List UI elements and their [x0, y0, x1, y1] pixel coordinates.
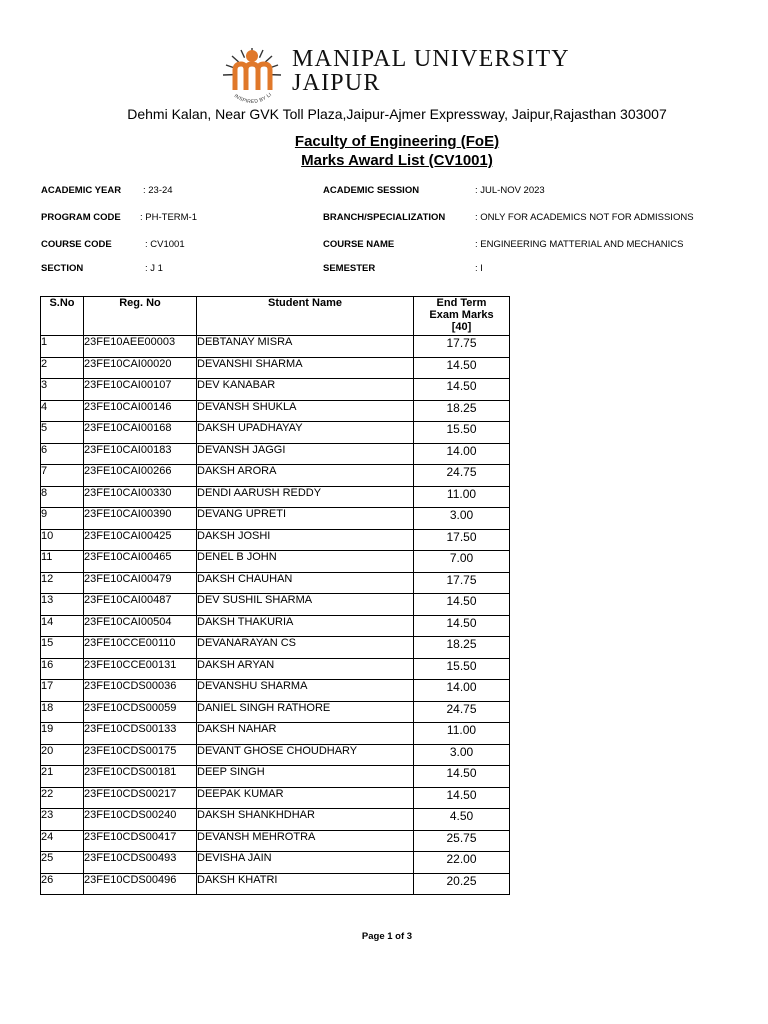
cell-mark: 20.25 [414, 873, 510, 895]
cell-student-name: DEVANSHI SHARMA [197, 357, 414, 379]
cell-mark: 22.00 [414, 852, 510, 874]
cell-mark: 14.50 [414, 766, 510, 788]
table-row [41, 594, 510, 616]
cell-sno: 1 [41, 336, 84, 358]
table-row [41, 508, 510, 530]
cell-student-name: DEBTANAY MISRA [197, 336, 414, 358]
cell-reg-no: 23FE10CAI00020 [84, 357, 197, 379]
cell-mark: 11.00 [414, 486, 510, 508]
cell-student-name: DEVANT GHOSE CHOUDHARY [197, 744, 414, 766]
table-row [41, 723, 510, 745]
cell-mark: 14.00 [414, 443, 510, 465]
cell-sno: 3 [41, 379, 84, 401]
semester-label: SEMESTER [323, 263, 376, 274]
faculty-title: Faculty of Engineering (FoE) [294, 133, 500, 150]
course-name-label: COURSE NAME [323, 239, 395, 250]
academic-session-value: : JUL-NOV 2023 [475, 185, 545, 196]
cell-sno: 15 [41, 637, 84, 659]
cell-reg-no: 23FE10CDS00493 [84, 852, 197, 874]
university-city: JAIPUR [292, 70, 381, 96]
cell-mark: 24.75 [414, 465, 510, 487]
cell-sno: 18 [41, 701, 84, 723]
cell-student-name: DEVANSH MEHROTRA [197, 830, 414, 852]
cell-sno: 5 [41, 422, 84, 444]
cell-reg-no: 23FE10CDS00036 [84, 680, 197, 702]
university-logo-icon [217, 44, 287, 108]
branch-value: : ONLY FOR ACADEMICS NOT FOR ADMISSIONS [475, 212, 694, 223]
cell-sno: 24 [41, 830, 84, 852]
table-header-row [41, 297, 510, 336]
cell-reg-no: 23FE10CAI00183 [84, 443, 197, 465]
cell-sno: 14 [41, 615, 84, 637]
cell-student-name: DEVANSHU SHARMA [197, 680, 414, 702]
cell-mark: 11.00 [414, 723, 510, 745]
course-name-value: : ENGINEERING MATTERIAL AND MECHANICS [475, 239, 684, 250]
table-row [41, 443, 510, 465]
cell-student-name: DANIEL SINGH RATHORE [197, 701, 414, 723]
table-row [41, 658, 510, 680]
cell-student-name: DEVISHA JAIN [197, 852, 414, 874]
marks-list-title: Marks Award List (CV1001) [301, 152, 493, 169]
cell-reg-no: 23FE10CDS00133 [84, 723, 197, 745]
cell-sno: 8 [41, 486, 84, 508]
cell-student-name: DAKSH UPADHAYAY [197, 422, 414, 444]
course-code-value: : CV1001 [145, 239, 185, 250]
cell-reg-no: 23FE10CDS00217 [84, 787, 197, 809]
cell-student-name: DAKSH THAKURIA [197, 615, 414, 637]
header-reg-no: Reg. No [84, 297, 197, 336]
cell-reg-no: 23FE10CDS00417 [84, 830, 197, 852]
university-address: Dehmi Kalan, Near GVK Toll Plaza,Jaipur-Ajmer Expressway, Jaipur,Rajasthan 303007 [127, 106, 667, 122]
cell-student-name: DEVANSH SHUKLA [197, 400, 414, 422]
table-row [41, 830, 510, 852]
table-row [41, 400, 510, 422]
table-row [41, 529, 510, 551]
cell-mark: 15.50 [414, 658, 510, 680]
cell-student-name: DAKSH NAHAR [197, 723, 414, 745]
cell-reg-no: 23FE10CAI00504 [84, 615, 197, 637]
cell-sno: 2 [41, 357, 84, 379]
cell-reg-no: 23FE10CDS00059 [84, 701, 197, 723]
cell-sno: 10 [41, 529, 84, 551]
cell-sno: 4 [41, 400, 84, 422]
table-row [41, 637, 510, 659]
table-row [41, 379, 510, 401]
table-row [41, 551, 510, 573]
cell-reg-no: 23FE10CCE00131 [84, 658, 197, 680]
cell-mark: 24.75 [414, 701, 510, 723]
cell-sno: 6 [41, 443, 84, 465]
cell-mark: 18.25 [414, 637, 510, 659]
cell-sno: 9 [41, 508, 84, 530]
table-row [41, 336, 510, 358]
cell-reg-no: 23FE10CDS00181 [84, 766, 197, 788]
cell-reg-no: 23FE10CAI00168 [84, 422, 197, 444]
cell-reg-no: 23FE10CAI00107 [84, 379, 197, 401]
cell-mark: 17.75 [414, 572, 510, 594]
cell-reg-no: 23FE10CAI00465 [84, 551, 197, 573]
semester-value: : I [475, 263, 483, 274]
cell-reg-no: 23FE10AEE00003 [84, 336, 197, 358]
section-value: : J 1 [145, 263, 163, 274]
cell-reg-no: 23FE10CAI00479 [84, 572, 197, 594]
cell-student-name: DENEL B JOHN [197, 551, 414, 573]
program-code-value: : PH-TERM-1 [140, 212, 197, 223]
cell-mark: 4.50 [414, 809, 510, 831]
cell-mark: 14.00 [414, 680, 510, 702]
header-end-term-marks [414, 297, 510, 336]
academic-session-label: ACADEMIC SESSION [323, 185, 420, 196]
cell-mark: 17.75 [414, 336, 510, 358]
cell-sno: 13 [41, 594, 84, 616]
cell-reg-no: 23FE10CAI00146 [84, 400, 197, 422]
cell-sno: 19 [41, 723, 84, 745]
table-row [41, 744, 510, 766]
marks-table [40, 296, 510, 895]
cell-mark: 25.75 [414, 830, 510, 852]
header-mark-line1: End Term [436, 297, 487, 309]
header-mark-line3: [40] [451, 321, 472, 333]
cell-mark: 14.50 [414, 357, 510, 379]
table-row [41, 465, 510, 487]
cell-student-name: DEV SUSHIL SHARMA [197, 594, 414, 616]
header-sno: S.No [41, 297, 84, 336]
cell-student-name: DEVANG UPRETI [197, 508, 414, 530]
cell-student-name: DEEPAK KUMAR [197, 787, 414, 809]
cell-mark: 17.50 [414, 529, 510, 551]
cell-reg-no: 23FE10CDS00175 [84, 744, 197, 766]
cell-sno: 16 [41, 658, 84, 680]
cell-sno: 22 [41, 787, 84, 809]
cell-student-name: DAKSH KHATRI [197, 873, 414, 895]
cell-mark: 14.50 [414, 379, 510, 401]
cell-reg-no: 23FE10CAI00266 [84, 465, 197, 487]
cell-student-name: DENDI AARUSH REDDY [197, 486, 414, 508]
section-label: SECTION [41, 263, 84, 274]
cell-student-name: DAKSH ARORA [197, 465, 414, 487]
table-row [41, 680, 510, 702]
cell-reg-no: 23FE10CAI00330 [84, 486, 197, 508]
cell-sno: 12 [41, 572, 84, 594]
branch-label: BRANCH/SPECIALIZATION [323, 212, 446, 223]
cell-student-name: DEVANSH JAGGI [197, 443, 414, 465]
table-row [41, 787, 510, 809]
table-row [41, 873, 510, 895]
cell-student-name: DAKSH SHANKHDHAR [197, 809, 414, 831]
cell-mark: 15.50 [414, 422, 510, 444]
table-row [41, 701, 510, 723]
cell-student-name: DEEP SINGH [197, 766, 414, 788]
cell-reg-no: 23FE10CDS00496 [84, 873, 197, 895]
cell-sno: 11 [41, 551, 84, 573]
cell-mark: 18.25 [414, 400, 510, 422]
table-row [41, 766, 510, 788]
academic-year-value: : 23-24 [143, 185, 173, 196]
cell-reg-no: 23FE10CAI00390 [84, 508, 197, 530]
cell-sno: 17 [41, 680, 84, 702]
cell-sno: 21 [41, 766, 84, 788]
cell-mark: 7.00 [414, 551, 510, 573]
table-row [41, 852, 510, 874]
table-row [41, 572, 510, 594]
table-row [41, 486, 510, 508]
academic-year-label: ACADEMIC YEAR [41, 185, 122, 196]
table-row [41, 615, 510, 637]
cell-student-name: DAKSH ARYAN [197, 658, 414, 680]
program-code-label: PROGRAM CODE [41, 212, 121, 223]
cell-reg-no: 23FE10CAI00425 [84, 529, 197, 551]
cell-mark: 14.50 [414, 787, 510, 809]
cell-mark: 14.50 [414, 594, 510, 616]
header-mark-line2: Exam Marks [429, 309, 494, 321]
cell-mark: 3.00 [414, 744, 510, 766]
cell-reg-no: 23FE10CDS00240 [84, 809, 197, 831]
cell-student-name: DAKSH JOSHI [197, 529, 414, 551]
university-name: MANIPAL UNIVERSITY [292, 46, 570, 72]
cell-sno: 25 [41, 852, 84, 874]
cell-sno: 26 [41, 873, 84, 895]
page-number: Page 1 of 3 [361, 931, 413, 942]
table-row [41, 422, 510, 444]
cell-reg-no: 23FE10CAI00487 [84, 594, 197, 616]
cell-reg-no: 23FE10CCE00110 [84, 637, 197, 659]
table-row [41, 809, 510, 831]
cell-student-name: DEVANARAYAN CS [197, 637, 414, 659]
course-code-label: COURSE CODE [41, 239, 112, 250]
cell-student-name: DAKSH CHAUHAN [197, 572, 414, 594]
cell-mark: 14.50 [414, 615, 510, 637]
svg-text:INSPIRED BY LIFE: INSPIRED BY LI [232, 91, 274, 106]
cell-sno: 20 [41, 744, 84, 766]
cell-student-name: DEV KANABAR [197, 379, 414, 401]
cell-sno: 7 [41, 465, 84, 487]
cell-sno: 23 [41, 809, 84, 831]
header-student-name: Student Name [197, 297, 414, 336]
cell-mark: 3.00 [414, 508, 510, 530]
table-row [41, 357, 510, 379]
